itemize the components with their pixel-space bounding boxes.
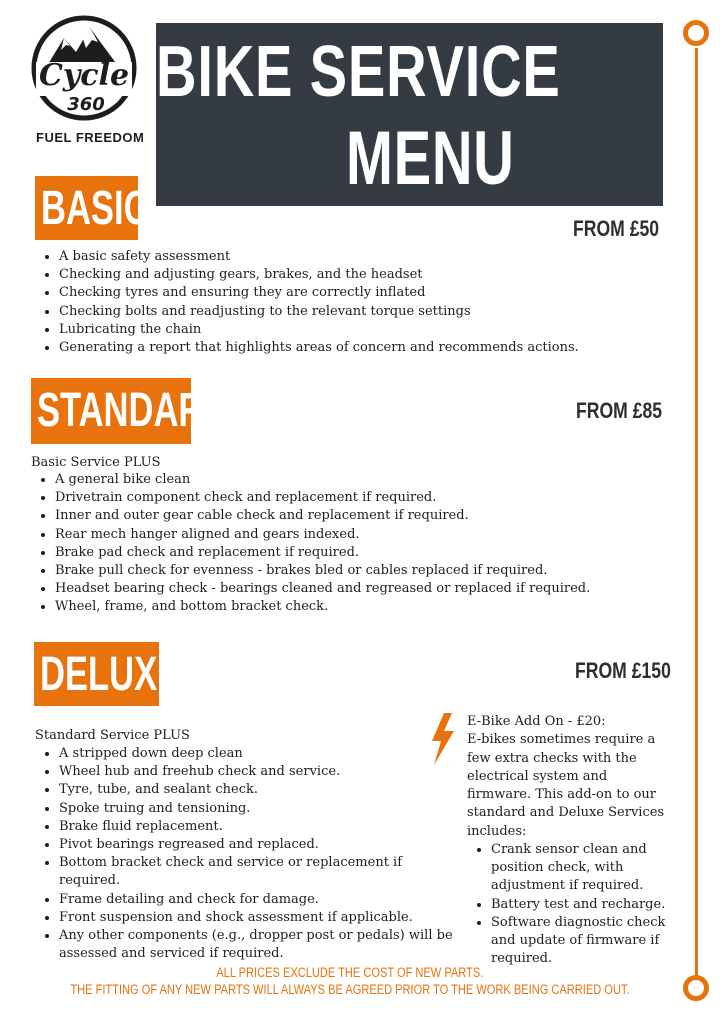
list-item: • Crank sensor clean and position check, with adjustment if required. [491, 841, 675, 896]
list-item: • Spoke truing and tensioning. [59, 800, 459, 818]
page-title-line-2: MENU [346, 116, 515, 201]
ebike-title: E-Bike Add On - £20: [467, 714, 606, 729]
page-title-block [156, 23, 663, 206]
list-item: • Checking bolts and readjusting to the relevant torque settings [59, 303, 619, 321]
timeline-line [695, 48, 698, 976]
footer-line-2: THE FITTING OF ANY NEW PARTS WILL ALWAYS BE AGREED PRIOR TO THE WORK BEING CARRIED OUT. [70, 981, 630, 997]
logo-tagline: FUEL FREEDOM [36, 130, 145, 145]
deluxe-service-list [35, 745, 459, 963]
list-item: • Bottom bracket check and service or replacement if required. [59, 854, 459, 890]
list-item: • Brake pull check for evenness - brakes bled or cables replaced if required. [55, 562, 615, 580]
standard-tier-label [31, 378, 229, 444]
list-item: • A general bike clean [55, 471, 615, 489]
deluxe-price: FROM £150 [575, 658, 671, 683]
list-item: • Battery test and recharge. [491, 896, 675, 914]
list-item: • Frame detailing and check for damage. [59, 891, 459, 909]
list-item: • A stripped down deep clean [59, 745, 459, 763]
list-item: • Lubricating the chain [59, 321, 619, 339]
list-item: • Headset bearing check - bearings cleaned and regreased or replaced if required. [55, 580, 615, 598]
footer-note [0, 965, 700, 998]
list-item: • Brake fluid replacement. [59, 818, 459, 836]
basic-price: FROM £50 [573, 216, 660, 241]
standard-intro: Basic Service PLUS [31, 455, 161, 470]
ebike-description: E-bikes sometimes require a few extra checks with the electrical system and firmware. This add-on to our standard and Deluxe Services includes: [467, 732, 665, 839]
brand-logo [28, 12, 145, 148]
ebike-service-list [467, 841, 675, 968]
deluxe-intro: Standard Service PLUS [35, 728, 190, 743]
list-item: • Wheel, frame, and bottom bracket check. [55, 598, 615, 616]
mountain-logo-icon [28, 12, 140, 124]
list-item: • Pivot bearings regreased and replaced. [59, 836, 459, 854]
list-item: • Checking and adjusting gears, brakes, and the headset [59, 266, 619, 284]
list-item: • Any other components (e.g., dropper post or pedals) will be assessed and serviced if required. [59, 927, 459, 963]
list-item: • Rear mech hanger aligned and gears indexed. [55, 526, 615, 544]
standard-service-list [31, 471, 615, 617]
deluxe-tier-label [34, 642, 181, 706]
lightning-bolt-icon [428, 713, 456, 765]
list-item: • Front suspension and shock assessment if applicable. [59, 909, 459, 927]
list-item: • Generating a report that highlights areas of concern and recommends actions. [59, 339, 619, 357]
list-item: • Checking tyres and ensuring they are correctly inflated [59, 284, 619, 302]
timeline-dot-top [683, 20, 709, 46]
ebike-add-on [467, 713, 675, 969]
basic-tier-label [35, 176, 149, 240]
list-item: • Brake pad check and replacement if required. [55, 544, 615, 562]
logo-number: 360 [67, 94, 105, 115]
basic-service-list [35, 248, 619, 357]
logo-wordmark: Cycle [38, 58, 130, 93]
list-item: • Drivetrain component check and replacement if required. [55, 489, 615, 507]
standard-price: FROM £85 [576, 398, 663, 423]
list-item: • Wheel hub and freehub check and service. [59, 763, 459, 781]
page-title-line-1: BIKE SERVICE [156, 32, 561, 112]
standard-tier-label-text: STANDARD [37, 384, 229, 437]
deluxe-tier-label-text: DELUXE [40, 648, 181, 701]
list-item: • Inner and outer gear cable check and replacement if required. [55, 507, 615, 525]
basic-tier-label-text: BASIC [41, 182, 149, 235]
list-item: • Tyre, tube, and sealant check. [59, 781, 459, 799]
footer-line-1: ALL PRICES EXCLUDE THE COST OF NEW PARTS. [216, 965, 484, 980]
list-item: • Software diagnostic check and update of firmware if required. [491, 914, 675, 969]
list-item: • A basic safety assessment [59, 248, 619, 266]
